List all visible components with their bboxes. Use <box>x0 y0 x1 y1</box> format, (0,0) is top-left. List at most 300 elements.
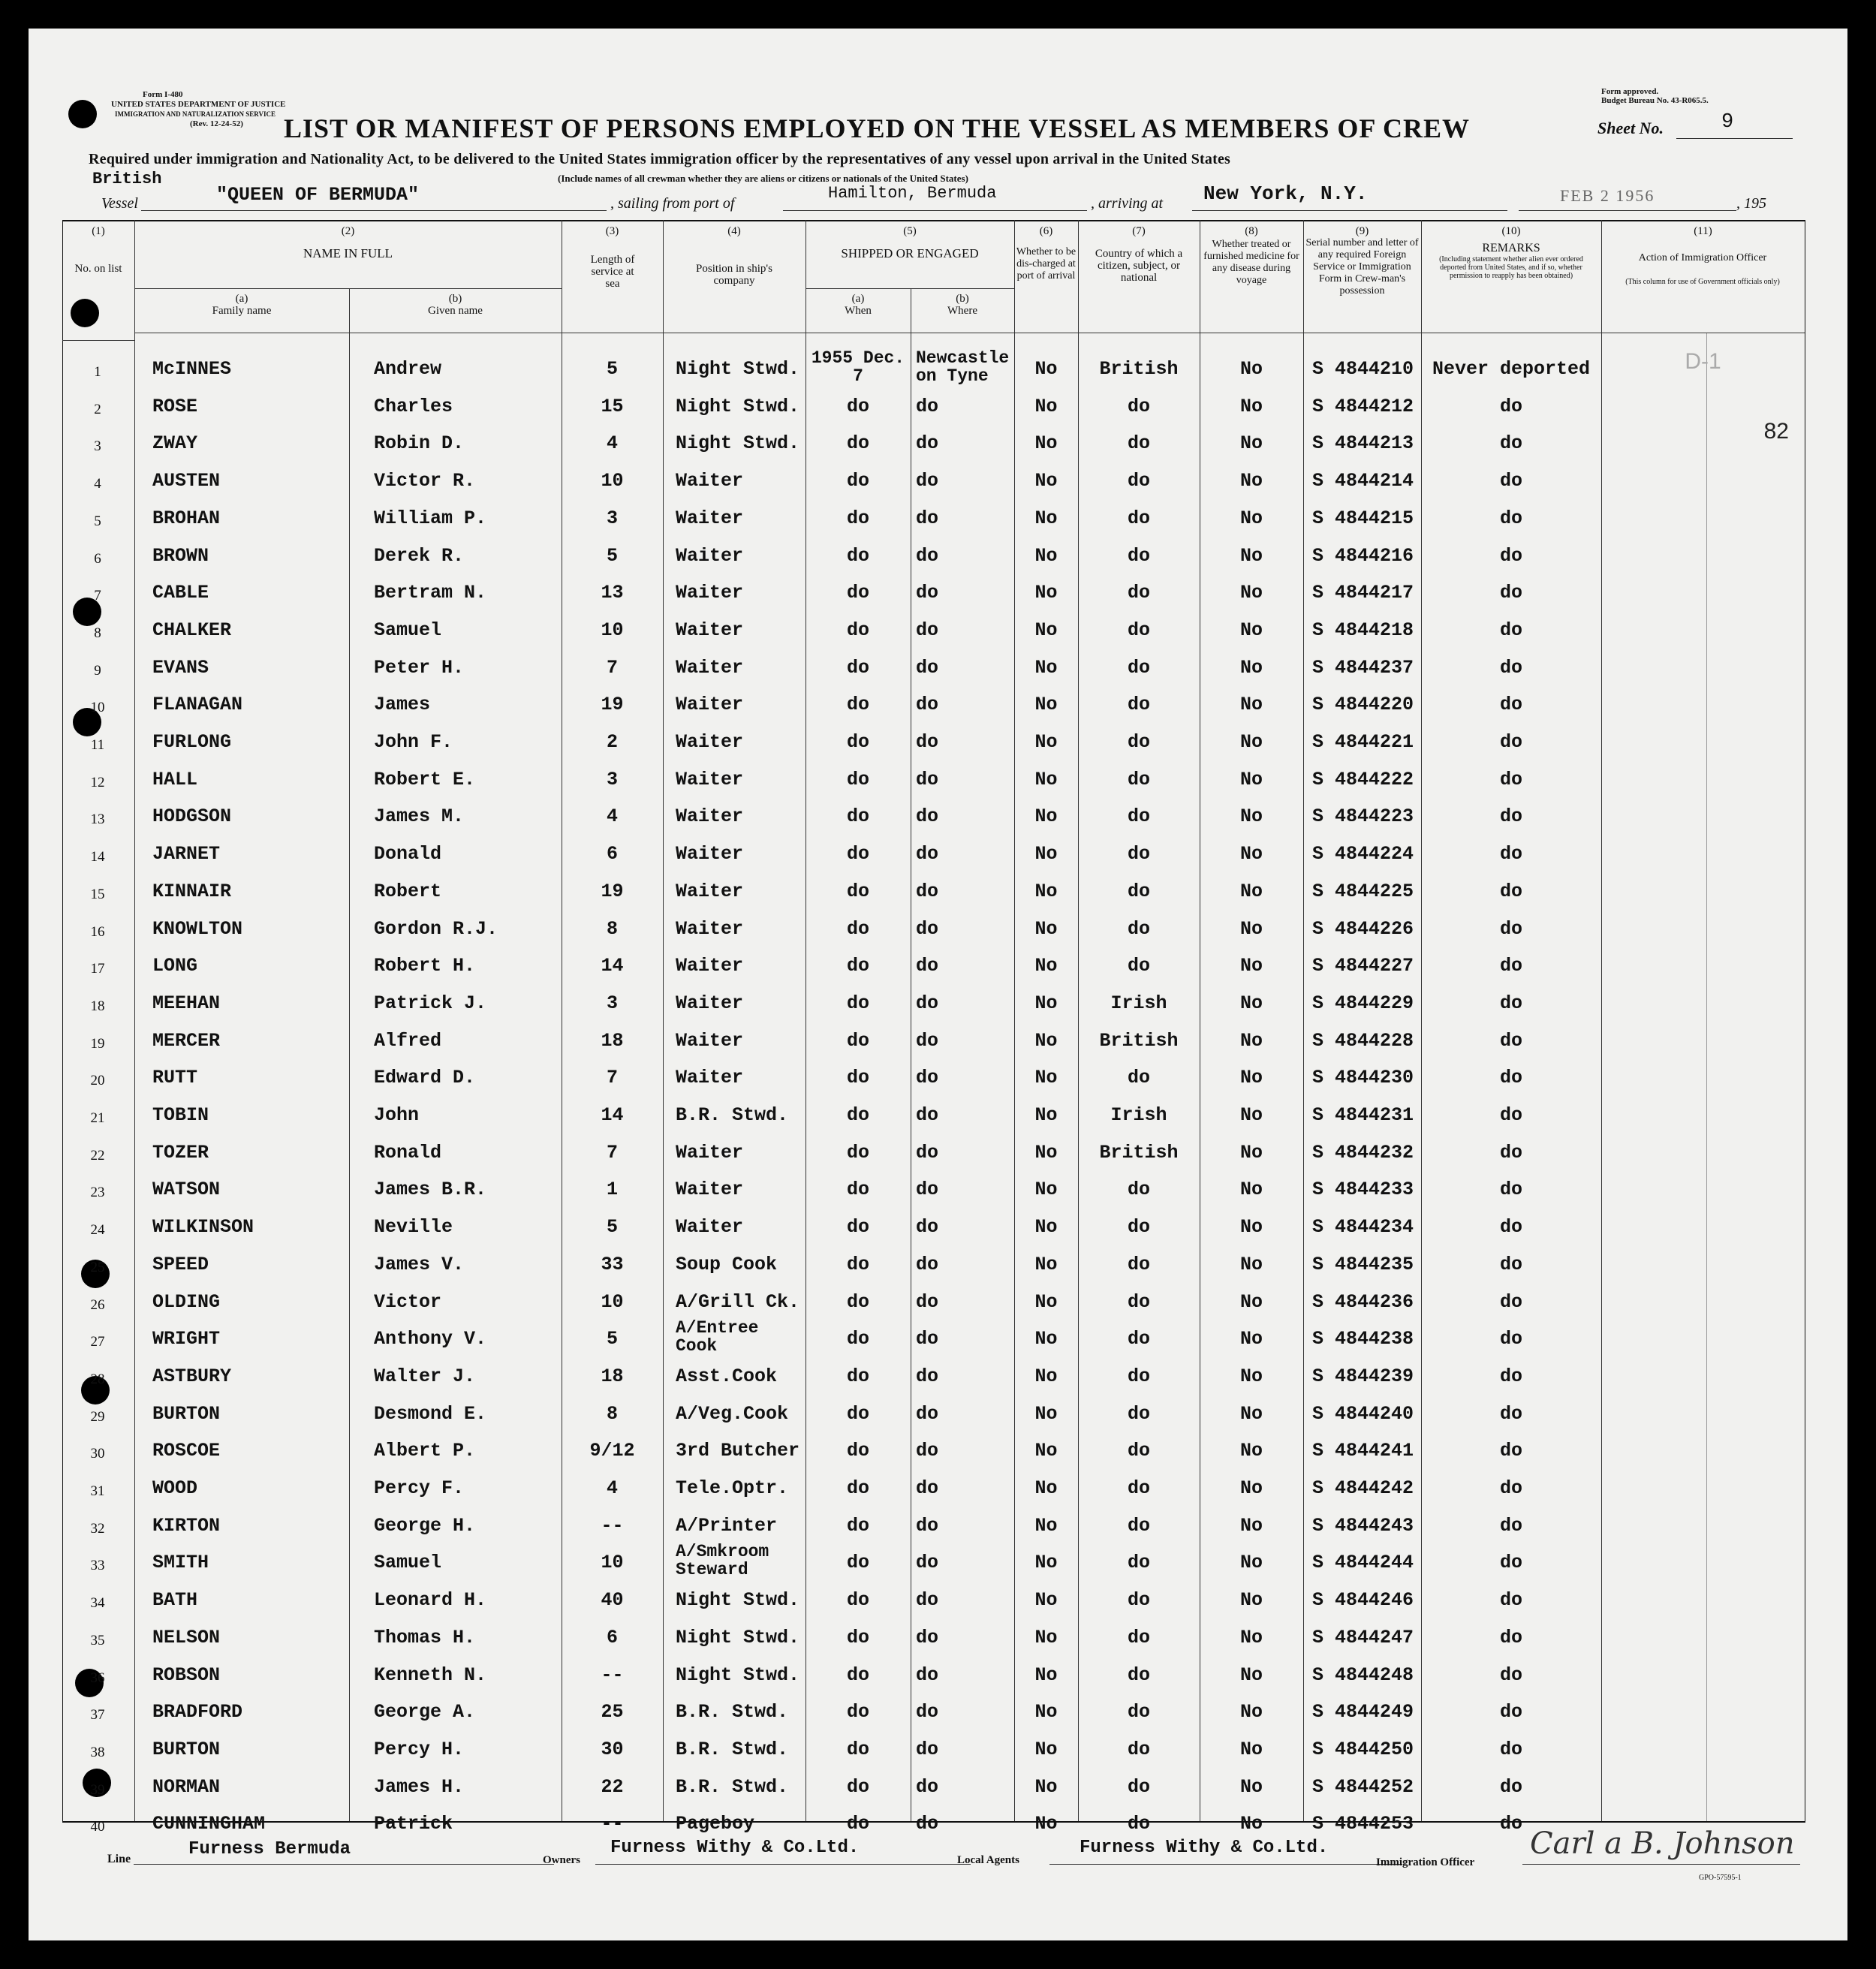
row-number: 25 <box>90 1260 105 1275</box>
family-name: ASTBURY <box>152 1365 232 1387</box>
length-of-service: 3 <box>606 507 618 529</box>
shipped-where: do <box>916 1254 939 1275</box>
discharged: No <box>1034 955 1058 977</box>
length-of-service: 14 <box>601 955 624 977</box>
shipped-when: do <box>846 1701 869 1723</box>
discharged: No <box>1034 1142 1058 1164</box>
country: do <box>1127 582 1150 604</box>
serial-number: S 4844214 <box>1312 470 1414 492</box>
discharged: No <box>1034 1030 1058 1052</box>
family-name: ZWAY <box>152 432 198 454</box>
family-name: ROBSON <box>152 1664 221 1686</box>
family-name: HODGSON <box>152 805 232 827</box>
treated: No <box>1239 769 1263 790</box>
position: Night Stwd. <box>676 358 800 380</box>
shipped-when: do <box>846 1328 869 1350</box>
country: do <box>1127 470 1150 492</box>
shipped-where: do <box>916 1552 939 1573</box>
length-of-service: 9/12 <box>589 1440 635 1462</box>
serial-number: S 4844217 <box>1312 582 1414 604</box>
length-of-service: 4 <box>606 805 618 827</box>
year-suffix: , 195 <box>1736 195 1766 212</box>
position: Waiter <box>676 657 744 679</box>
treated: No <box>1239 1627 1263 1648</box>
serial-number: S 4844246 <box>1312 1589 1414 1611</box>
header-when: When <box>845 305 872 317</box>
row-number: 9 <box>94 663 101 679</box>
length-of-service: 10 <box>601 470 624 492</box>
given-name: James H. <box>374 1776 465 1798</box>
remarks: do <box>1499 1776 1522 1798</box>
remarks: do <box>1499 1813 1522 1835</box>
position: Night Stwd. <box>676 432 800 454</box>
serial-number: S 4844213 <box>1312 432 1414 454</box>
header-remarks: REMARKS <box>1482 242 1540 254</box>
row-number: 17 <box>90 961 105 977</box>
serial-number: S 4844252 <box>1312 1776 1414 1798</box>
serial-number: S 4844249 <box>1312 1701 1414 1723</box>
arriving-label: , arriving at <box>1091 195 1164 212</box>
shipped-when: do <box>846 1104 869 1126</box>
discharged: No <box>1034 432 1058 454</box>
shipped-when: do <box>846 992 869 1014</box>
serial-number: S 4844224 <box>1312 843 1414 865</box>
discharged: No <box>1034 1552 1058 1573</box>
country: do <box>1127 657 1150 679</box>
shipped-when: do <box>846 396 869 417</box>
discharged: No <box>1034 1739 1058 1760</box>
shipped-where: do <box>916 1440 939 1462</box>
discharged: No <box>1034 1701 1058 1723</box>
country: do <box>1127 731 1150 753</box>
length-of-service: 5 <box>606 1216 618 1238</box>
sheet-number: 9 <box>1721 111 1734 134</box>
treated: No <box>1239 1515 1263 1537</box>
treated: No <box>1239 881 1263 902</box>
treated: No <box>1239 470 1263 492</box>
family-name: TOBIN <box>152 1104 209 1126</box>
given-name: Edward D. <box>374 1067 476 1088</box>
country: British <box>1099 358 1179 380</box>
position: Pageboy <box>676 1813 755 1835</box>
treated: No <box>1239 1440 1263 1462</box>
treated: No <box>1239 1067 1263 1088</box>
col-num-11: (11) <box>1694 225 1712 237</box>
remarks: do <box>1499 1515 1522 1537</box>
remarks: do <box>1499 545 1522 567</box>
shipped-where: do <box>916 1179 939 1200</box>
serial-number: S 4844235 <box>1312 1254 1414 1275</box>
family-name: WILKINSON <box>152 1216 254 1238</box>
remarks: do <box>1499 1291 1522 1313</box>
shipped-when: do <box>846 432 869 454</box>
serial-number: S 4844233 <box>1312 1179 1414 1200</box>
serial-number: S 4844215 <box>1312 507 1414 529</box>
shipped-when: do <box>846 955 869 977</box>
shipped-when: do <box>846 769 869 790</box>
row-number: 18 <box>90 998 105 1014</box>
shipped-when: do <box>846 843 869 865</box>
row-number: 22 <box>90 1148 105 1164</box>
owners-label: Owners <box>543 1854 580 1866</box>
given-name: Peter H. <box>374 657 465 679</box>
shipped-when: do <box>846 545 869 567</box>
treated: No <box>1239 619 1263 641</box>
shipped-where: Newcastle on Tyne <box>916 348 1010 386</box>
discharged: No <box>1034 694 1058 715</box>
treated: No <box>1239 1328 1263 1350</box>
serial-number: S 4844244 <box>1312 1552 1414 1573</box>
length-of-service: 8 <box>606 918 618 940</box>
length-of-service: 7 <box>606 1067 618 1088</box>
given-name: John <box>374 1104 420 1126</box>
serial-number: S 4844243 <box>1312 1515 1414 1537</box>
remarks: do <box>1499 1142 1522 1164</box>
row-number: 26 <box>90 1297 105 1313</box>
length-of-service: 10 <box>601 1291 624 1313</box>
row-number: 29 <box>90 1409 105 1425</box>
row-number: 15 <box>90 887 105 902</box>
discharged: No <box>1034 545 1058 567</box>
remarks: do <box>1499 507 1522 529</box>
shipped-when: do <box>846 507 869 529</box>
row-number: 6 <box>94 551 101 567</box>
remarks: do <box>1499 432 1522 454</box>
col-num-2: (2) <box>341 225 355 237</box>
remarks: do <box>1499 694 1522 715</box>
length-of-service: 1 <box>606 1179 618 1200</box>
given-name: Patrick <box>374 1813 453 1835</box>
manifest-page <box>29 29 1847 1940</box>
header-no-on-list: No. on list <box>74 263 122 275</box>
family-name: HALL <box>152 769 198 790</box>
family-name: CUNNINGHAM <box>152 1813 266 1835</box>
shipped-when: do <box>846 1403 869 1425</box>
position: Night Stwd. <box>676 1664 800 1686</box>
country: do <box>1127 881 1150 902</box>
col-num-9: (9) <box>1355 225 1369 237</box>
position: Waiter <box>676 470 744 492</box>
header-serial: Serial number and letter of any required Foreign Service or Immigration Form in Crew-man's possession <box>1305 237 1419 297</box>
length-of-service: 5 <box>606 358 618 380</box>
shipped-where: do <box>916 1739 939 1760</box>
country: do <box>1127 805 1150 827</box>
immigration-officer-label: Immigration Officer <box>1376 1856 1475 1868</box>
row-number: 1 <box>94 364 101 380</box>
remarks: do <box>1499 955 1522 977</box>
discharged: No <box>1034 1664 1058 1686</box>
shipped-where: do <box>916 1328 939 1350</box>
discharged: No <box>1034 918 1058 940</box>
shipped-where: do <box>916 1589 939 1611</box>
row-number: 8 <box>94 625 101 641</box>
serial-number: S 4844247 <box>1312 1627 1414 1648</box>
country: do <box>1127 619 1150 641</box>
header-shipped-engaged: SHIPPED OR ENGAGED <box>841 246 979 260</box>
given-name: Percy H. <box>374 1739 465 1760</box>
country: do <box>1127 1365 1150 1387</box>
shipped-when: do <box>846 1552 869 1573</box>
position: Waiter <box>676 582 744 604</box>
country: do <box>1127 694 1150 715</box>
row-number: 36 <box>90 1670 105 1686</box>
family-name: ROSCOE <box>152 1440 221 1462</box>
shipped-where: do <box>916 918 939 940</box>
remarks: do <box>1499 1328 1522 1350</box>
given-name: Robin D. <box>374 432 465 454</box>
discharged: No <box>1034 1813 1058 1835</box>
position: Waiter <box>676 992 744 1014</box>
country: do <box>1127 1477 1150 1499</box>
shipped-where: do <box>916 1776 939 1798</box>
header-action: Action of Immigration Officer <box>1638 252 1767 263</box>
approval-line: Form approved. <box>1601 87 1659 96</box>
treated: No <box>1239 1813 1263 1835</box>
shipped-when: do <box>846 1776 869 1798</box>
agency-service: IMMIGRATION AND NATURALIZATION SERVICE <box>115 110 276 118</box>
length-of-service: 19 <box>601 881 624 902</box>
country: do <box>1127 545 1150 567</box>
serial-number: S 4844240 <box>1312 1403 1414 1425</box>
remarks: do <box>1499 619 1522 641</box>
position: Waiter <box>676 805 744 827</box>
position: Tele.Optr. <box>676 1477 789 1499</box>
remarks: Never deported <box>1432 358 1591 380</box>
country: do <box>1127 1291 1150 1313</box>
remarks: do <box>1499 805 1522 827</box>
family-name: ROSE <box>152 396 198 417</box>
shipped-when: do <box>846 731 869 753</box>
shipped-where: do <box>916 992 939 1014</box>
arrival-port: New York, N.Y. <box>1203 182 1368 205</box>
family-name: BROWN <box>152 545 209 567</box>
family-name: MEEHAN <box>152 992 221 1014</box>
serial-number: S 4844222 <box>1312 769 1414 790</box>
position: Waiter <box>676 1142 744 1164</box>
immigration-action: D-1 <box>1685 349 1721 374</box>
given-name: Robert E. <box>374 769 476 790</box>
given-name: Gordon R.J. <box>374 918 498 940</box>
length-of-service: 33 <box>601 1254 624 1275</box>
given-name: Leonard H. <box>374 1589 487 1611</box>
discharged: No <box>1034 843 1058 865</box>
serial-number: S 4844232 <box>1312 1142 1414 1164</box>
shipped-when: do <box>846 1142 869 1164</box>
row-number: 12 <box>90 775 105 790</box>
serial-number: S 4844238 <box>1312 1328 1414 1350</box>
remarks: do <box>1499 1030 1522 1052</box>
punch-hole <box>71 299 99 327</box>
form-number: Form I-480 <box>143 90 183 99</box>
line-label: Line <box>107 1853 131 1865</box>
header-remarks-note: (Including statement whether alien ever ordered deported from United States, and if so, whether permission to reapply has been obtained) <box>1439 255 1583 280</box>
position: A/Smkroom Steward <box>676 1542 769 1579</box>
shipped-when: do <box>846 657 869 679</box>
family-name: WOOD <box>152 1477 198 1499</box>
remarks: do <box>1499 1216 1522 1238</box>
vessel-label: Vessel <box>101 195 138 212</box>
family-name: CABLE <box>152 582 209 604</box>
row-number: 3 <box>94 438 101 454</box>
col-num-10: (10) <box>1501 225 1521 237</box>
length-of-service: 3 <box>606 769 618 790</box>
form-revision: (Rev. 12-24-52) <box>190 119 243 128</box>
family-name: AUSTEN <box>152 470 221 492</box>
given-name: James B.R. <box>374 1179 487 1200</box>
treated: No <box>1239 992 1263 1014</box>
position: 3rd Butcher <box>676 1440 800 1462</box>
serial-number: S 4844237 <box>1312 657 1414 679</box>
header-position: Position in ship's company <box>696 263 772 287</box>
position: Waiter <box>676 1067 744 1088</box>
position: Waiter <box>676 843 744 865</box>
nationality-prefix: British <box>92 170 162 188</box>
length-of-service: 18 <box>601 1030 624 1052</box>
row-number: 27 <box>90 1334 105 1350</box>
shipped-where: do <box>916 1291 939 1313</box>
family-name: MERCER <box>152 1030 221 1052</box>
given-name: Samuel <box>374 619 442 641</box>
serial-number: S 4844223 <box>1312 805 1414 827</box>
position: B.R. Stwd. <box>676 1739 789 1760</box>
serial-number: S 4844242 <box>1312 1477 1414 1499</box>
remarks: do <box>1499 1104 1522 1126</box>
row-number: 10 <box>90 700 105 715</box>
length-of-service: 10 <box>601 1552 624 1573</box>
length-of-service: -- <box>601 1813 624 1835</box>
length-of-service: 19 <box>601 694 624 715</box>
treated: No <box>1239 1664 1263 1686</box>
treated: No <box>1239 1701 1263 1723</box>
treated: No <box>1239 1739 1263 1760</box>
shipped-when: do <box>846 619 869 641</box>
discharged: No <box>1034 992 1058 1014</box>
punch-hole <box>68 100 97 128</box>
given-name: George A. <box>374 1701 476 1723</box>
family-name: EVANS <box>152 657 209 679</box>
country: do <box>1127 1403 1150 1425</box>
shipped-where: do <box>916 432 939 454</box>
shipped-where: do <box>916 1216 939 1238</box>
col-num-7: (7) <box>1132 225 1146 237</box>
length-of-service: 5 <box>606 1328 618 1350</box>
remarks: do <box>1499 470 1522 492</box>
serial-number: S 4844229 <box>1312 992 1414 1014</box>
treated: No <box>1239 396 1263 417</box>
row-number: 31 <box>90 1483 105 1499</box>
country: do <box>1127 1552 1150 1573</box>
shipped-where: do <box>916 1403 939 1425</box>
position: Waiter <box>676 1179 744 1200</box>
budget-bureau: Budget Bureau No. 43-R065.5. <box>1601 96 1709 105</box>
position: Waiter <box>676 619 744 641</box>
length-of-service: 4 <box>606 1477 618 1499</box>
remarks: do <box>1499 1254 1522 1275</box>
shipped-where: do <box>916 881 939 902</box>
shipped-where: do <box>916 619 939 641</box>
discharged: No <box>1034 1627 1058 1648</box>
position: Night Stwd. <box>676 1627 800 1648</box>
shipped-when: do <box>846 1291 869 1313</box>
shipped-when: do <box>846 582 869 604</box>
shipped-when: do <box>846 1030 869 1052</box>
line-value: Furness Bermuda <box>188 1839 351 1859</box>
given-name: James <box>374 694 431 715</box>
length-of-service: 8 <box>606 1403 618 1425</box>
serial-number: S 4844210 <box>1312 358 1414 380</box>
discharged: No <box>1034 805 1058 827</box>
shipped-when: do <box>846 1813 869 1835</box>
treated: No <box>1239 843 1263 865</box>
country: do <box>1127 1813 1150 1835</box>
remarks: do <box>1499 1477 1522 1499</box>
length-of-service: 14 <box>601 1104 624 1126</box>
treated: No <box>1239 1776 1263 1798</box>
remarks: do <box>1499 843 1522 865</box>
treated: No <box>1239 1365 1263 1387</box>
remarks: do <box>1499 1589 1522 1611</box>
treated: No <box>1239 1104 1263 1126</box>
header-when-a: (a) <box>851 293 865 305</box>
serial-number: S 4844236 <box>1312 1291 1414 1313</box>
treated: No <box>1239 545 1263 567</box>
country: Irish <box>1110 1104 1167 1126</box>
length-of-service: 10 <box>601 619 624 641</box>
shipped-where: do <box>916 1813 939 1835</box>
length-of-service: 25 <box>601 1701 624 1723</box>
remarks: do <box>1499 1067 1522 1088</box>
header-where-b: (b) <box>956 293 969 305</box>
position: B.R. Stwd. <box>676 1701 789 1723</box>
row-number: 13 <box>90 811 105 827</box>
remarks: do <box>1499 657 1522 679</box>
discharged: No <box>1034 1477 1058 1499</box>
serial-number: S 4844225 <box>1312 881 1414 902</box>
serial-number: S 4844248 <box>1312 1664 1414 1686</box>
shipped-where: do <box>916 1365 939 1387</box>
shipped-when: do <box>846 918 869 940</box>
given-name: Desmond E. <box>374 1403 487 1425</box>
country: British <box>1099 1142 1179 1164</box>
country: do <box>1127 396 1150 417</box>
family-name: FURLONG <box>152 731 232 753</box>
shipped-where: do <box>916 657 939 679</box>
shipped-where: do <box>916 470 939 492</box>
discharged: No <box>1034 507 1058 529</box>
shipped-where: do <box>916 805 939 827</box>
header-family-a: (a) <box>235 293 248 305</box>
remarks: do <box>1499 1403 1522 1425</box>
shipped-when: do <box>846 1179 869 1200</box>
given-name: Alfred <box>374 1030 442 1052</box>
header-name-in-full: NAME IN FULL <box>303 246 393 260</box>
local-agents-label: Local Agents <box>957 1854 1019 1866</box>
shipped-when: do <box>846 1739 869 1760</box>
col-num-8: (8) <box>1245 225 1258 237</box>
shipped-when: do <box>846 1477 869 1499</box>
family-name: JARNET <box>152 843 221 865</box>
discharged: No <box>1034 1067 1058 1088</box>
shipped-when: do <box>846 1589 869 1611</box>
col-num-3: (3) <box>605 225 619 237</box>
given-name: Donald <box>374 843 442 865</box>
position: Waiter <box>676 694 744 715</box>
serial-number: S 4844216 <box>1312 545 1414 567</box>
shipped-when: do <box>846 1664 869 1686</box>
length-of-service: 7 <box>606 657 618 679</box>
given-name: Victor <box>374 1291 442 1313</box>
length-of-service: 6 <box>606 1627 618 1648</box>
